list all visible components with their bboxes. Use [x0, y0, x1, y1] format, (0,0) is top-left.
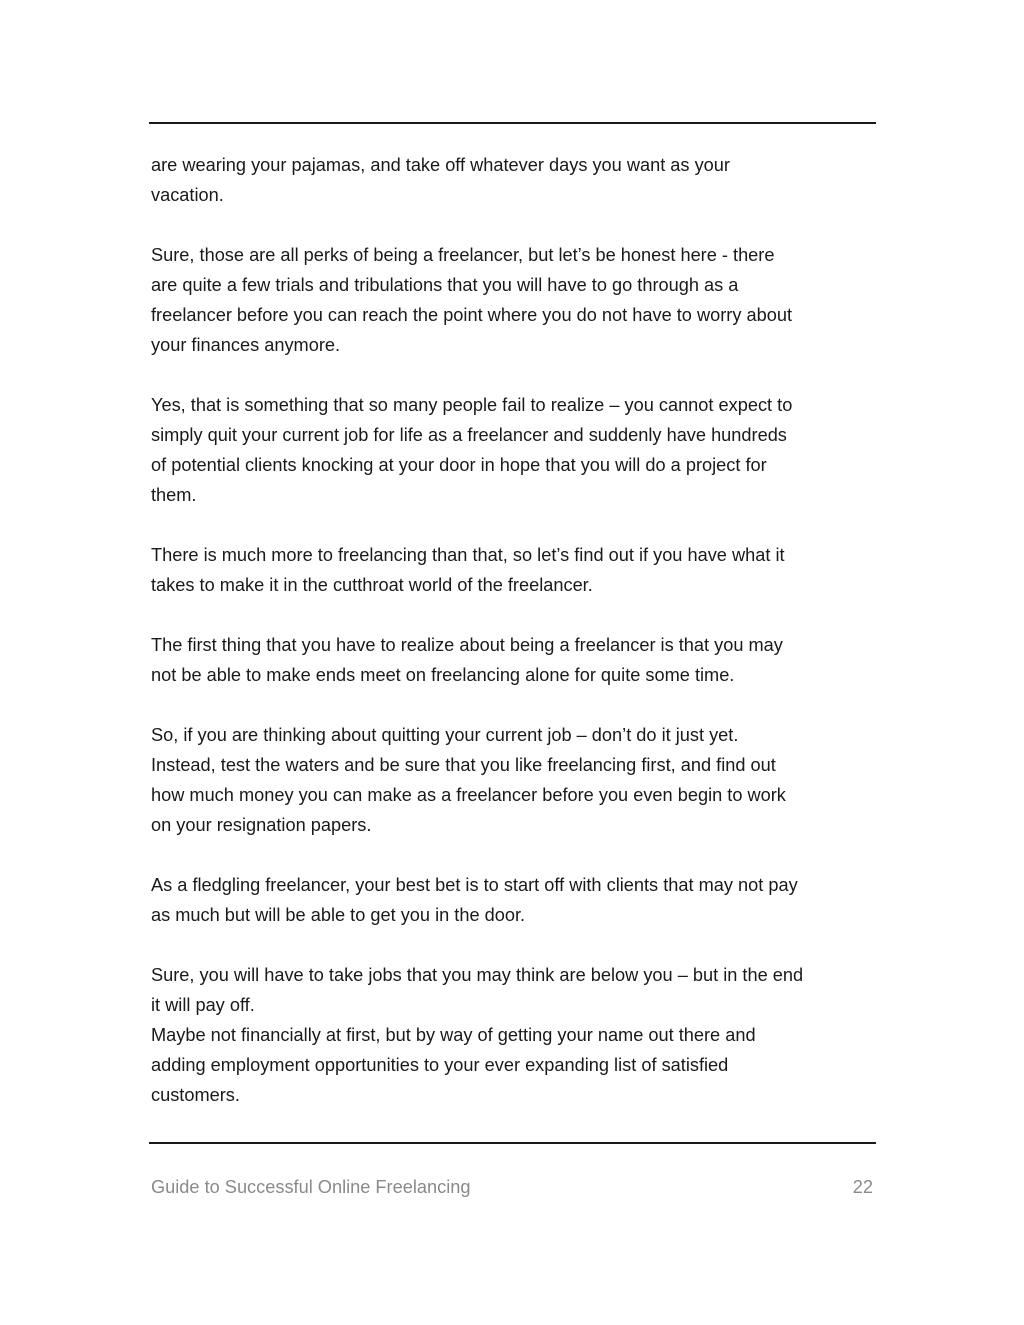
paragraph: So, if you are thinking about quitting your current job – don’t do it just yet. Instead, test the waters and be sure that you like freelancing first, and find out how much money you can make as a freelancer before you even begin to work on your resignation papers. — [151, 725, 786, 835]
header-rule — [149, 122, 876, 124]
body-text — [151, 150, 881, 1110]
paragraph: Yes, that is something that so many people fail to realize – you cannot expect to simply quit your current job for life as a freelancer and suddenly have hundreds of potential clients knocking at your door in hope that you will do a project for them. — [151, 395, 793, 505]
paragraph: Maybe not financially at first, but by way of getting your name out there and adding employment opportunities to your ever expanding list of satisfied customers. — [151, 1025, 756, 1105]
paragraph: The first thing that you have to realize about being a freelancer is that you may not be able to make ends meet on freelancing alone for quite some time. — [151, 635, 783, 685]
page-number: 22 — [852, 1177, 873, 1197]
footer-rule — [149, 1142, 876, 1144]
paragraph: There is much more to freelancing than that, so let’s find out if you have what it takes to make it in the cutthroat world of the freelancer. — [151, 545, 785, 595]
paragraph: As a fledgling freelancer, your best bet is to start off with clients that may not pay as much but will be able to get you in the door. — [151, 875, 798, 925]
footer-title: Guide to Successful Online Freelancing — [151, 1177, 471, 1197]
paragraph: are wearing your pajamas, and take off whatever days you want as your vacation. — [151, 155, 730, 205]
paragraph: Sure, you will have to take jobs that you may think are below you – but in the end it will pay off. — [151, 965, 804, 1015]
paragraph: Sure, those are all perks of being a freelancer, but let’s be honest here - there are quite a few trials and tribulations that you will have to go through as a freelancer before you can reach the point where you do not have to worry about your finances anymore. — [151, 245, 793, 355]
